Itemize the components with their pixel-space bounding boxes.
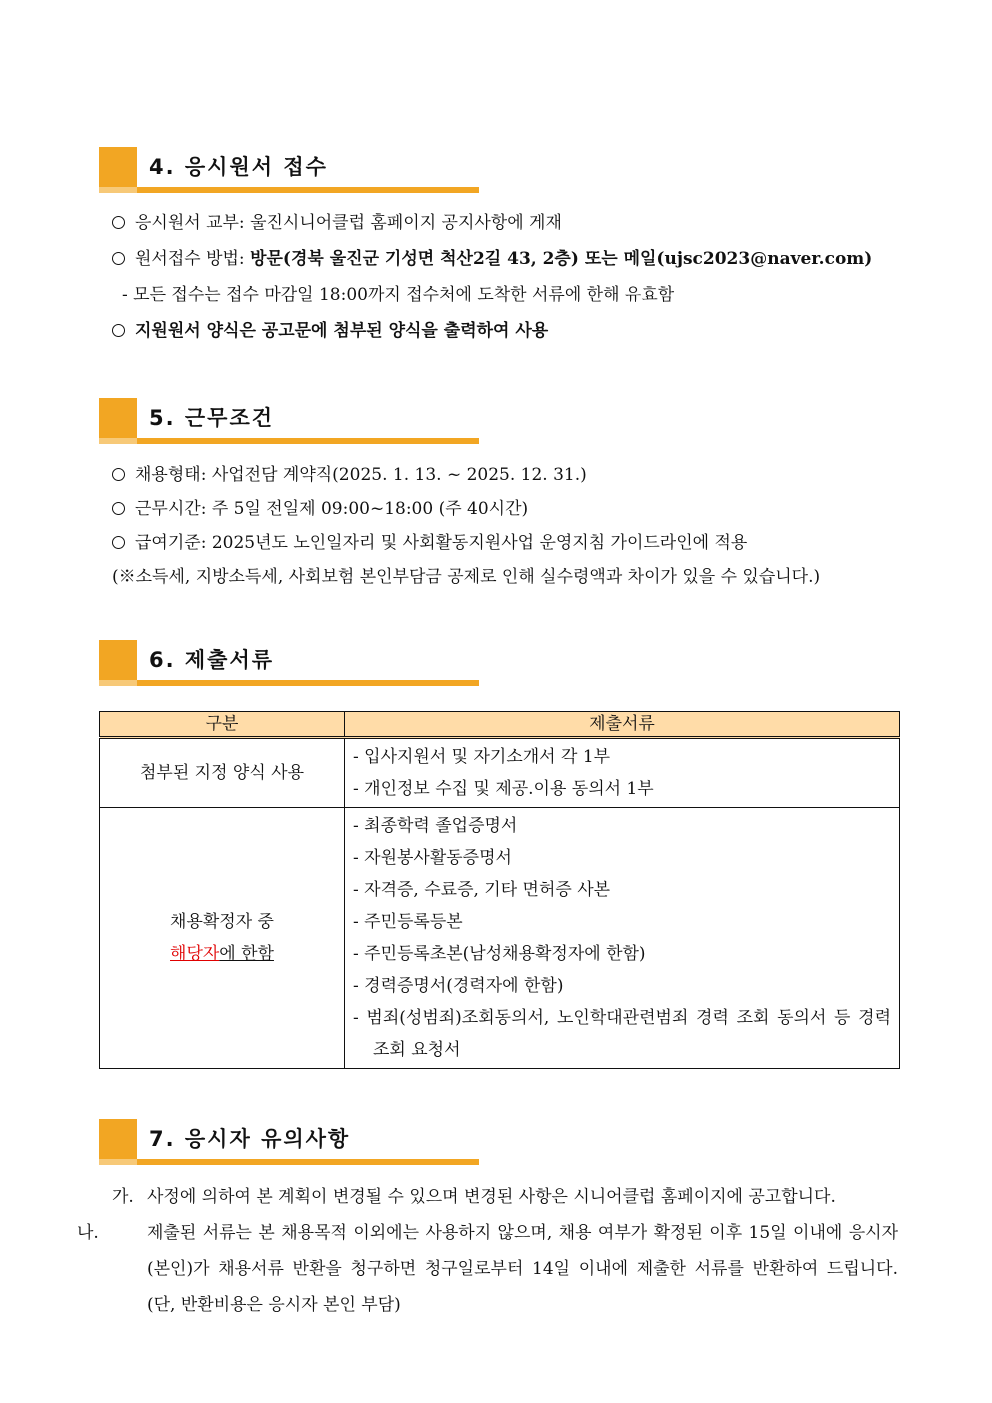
list-item: - 자원봉사활동증명서 <box>353 848 512 868</box>
section-5-title: 5. 근무조건 <box>149 406 275 430</box>
row-category: 채용확정자 중 해당자에 한함 <box>100 808 345 1069</box>
list-item: - 최종학력 졸업증명서 <box>353 816 518 836</box>
section-marker <box>99 640 137 680</box>
s5-note: (※소득세, 지방소득세, 사회보험 본인부담금 공제로 인해 실수령액과 차이가 있을 수 있습니다.) <box>112 567 821 587</box>
s4-item-1: 응시원서 교부: 울진시니어클럽 홈페이지 공지사항에 게재 <box>112 211 562 235</box>
list-item: - 입사지원서 및 자기소개서 각 1부 <box>353 747 611 767</box>
circle-bullet-icon <box>112 536 125 549</box>
highlight-text: 해당자 <box>170 944 220 964</box>
section-4-title: 4. 응시원서 접수 <box>149 155 328 179</box>
list-item: - 주민등록초본(남성채용확정자에 한함) <box>353 944 646 964</box>
circle-bullet-icon <box>112 502 125 515</box>
table-row <box>100 808 900 1069</box>
section-underline <box>99 187 479 193</box>
table-header-row <box>100 712 900 738</box>
documents-table <box>99 711 900 1069</box>
s5-item-1: 채용형태: 사업전담 계약직(2025. 1. 13. ~ 2025. 12. 31.) <box>112 463 587 487</box>
circle-bullet-icon <box>112 252 125 265</box>
circle-bullet-icon <box>112 468 125 481</box>
section-6-title: 6. 제출서류 <box>149 648 275 672</box>
section-underline <box>99 680 479 686</box>
section-4-header <box>99 147 479 195</box>
row-category: 첨부된 지정 양식 사용 <box>100 738 345 808</box>
list-item: - 경력증명서(경력자에 한함) <box>353 976 564 996</box>
list-item: - 개인정보 수집 및 제공.이용 동의서 1부 <box>353 779 654 799</box>
section-7-title: 7. 응시자 유의사항 <box>149 1127 351 1151</box>
list-item: - 범죄(성범죄)조회동의서, 노인학대관련범죄 경력 조회 동의서 등 경력 조회 요청서 <box>353 1008 891 1060</box>
s4-item-2: 원서접수 방법: 방문(경북 울진군 기성면 척산2길 43, 2층) 또는 메일(ujsc2023@naver.com) <box>112 247 872 271</box>
section-6-header <box>99 640 479 688</box>
s4-item-3: - 모든 접수는 접수 마감일 18:00까지 접수처에 도착한 서류에 한해 유효함 <box>122 285 675 305</box>
section-7-header <box>99 1119 479 1167</box>
section-5-header <box>99 398 479 446</box>
list-item: - 주민등록등본 <box>353 912 463 932</box>
circle-bullet-icon <box>112 216 125 229</box>
s5-item-3: 급여기준: 2025년도 노인일자리 및 사회활동지원사업 운영지침 가이드라인에 적용 <box>112 531 747 555</box>
s4-item-4: 지원원서 양식은 공고문에 첨부된 양식을 출력하여 사용 <box>112 319 548 343</box>
list-item: - 자격증, 수료증, 기타 면허증 사본 <box>353 880 611 900</box>
row-documents <box>345 738 900 808</box>
header-category: 구분 <box>100 712 345 738</box>
section-marker <box>99 147 137 187</box>
section-marker <box>99 1119 137 1159</box>
notice-item-2: 나. 제출된 서류는 본 채용목적 이외에는 사용하지 않으며, 채용 여부가 확정된 이후 15일 이내에 응시자(본인)가 채용서류 반환을 청구하면 청구일로부터 14일 이내에 제출한 서류를 반환하여 드립니다. (단, 반환비용은 응시자 본인 부담) <box>77 1223 898 1315</box>
circle-bullet-icon <box>112 324 125 337</box>
table-row <box>100 738 900 808</box>
notice-item-1: 가. 사정에 의하여 본 계획이 변경될 수 있으며 변경된 사항은 시니어클럽 홈페이지에 공고합니다. <box>112 1187 836 1207</box>
section-marker <box>99 398 137 438</box>
section-underline <box>99 1159 479 1165</box>
section-underline <box>99 438 479 444</box>
header-documents: 제출서류 <box>345 712 900 738</box>
row-documents <box>345 808 900 1069</box>
s5-item-2: 근무시간: 주 5일 전일제 09:00~18:00 (주 40시간) <box>112 497 528 521</box>
